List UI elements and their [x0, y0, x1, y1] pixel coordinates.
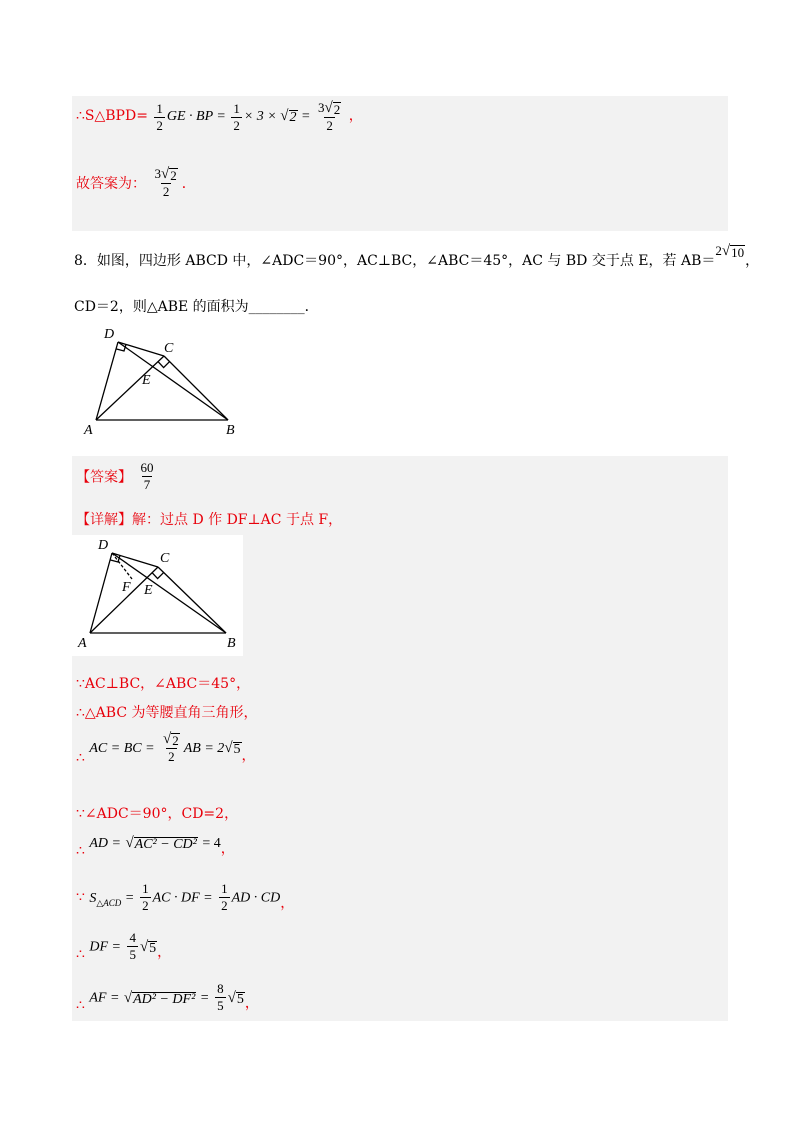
segment-ac: [96, 356, 164, 420]
answer-is-line: [76, 166, 196, 200]
question-text-2: CD＝2，则△ABE 的面积为________．: [74, 299, 319, 315]
therefore-symbol: ∴: [76, 843, 85, 859]
label-c: C: [160, 551, 170, 566]
step-3: [76, 731, 256, 766]
radicand: 2: [333, 102, 341, 117]
fraction-den: 7: [143, 477, 151, 492]
root-two-over-two: √ 2 2: [163, 731, 179, 764]
af-expression: AF =: [89, 990, 120, 1006]
question-8-line1: [74, 243, 760, 270]
fraction-den: 2: [156, 117, 163, 133]
fraction-num: 1: [221, 881, 228, 896]
step-7: [76, 930, 171, 963]
ad-expression: AD =: [89, 836, 121, 851]
step-6: [76, 881, 294, 914]
sqrt-five: √ 5: [227, 989, 244, 1007]
area-bpd-line: [76, 100, 363, 134]
fraction-den: 5: [217, 998, 224, 1013]
fraction-den: 2: [221, 898, 228, 913]
step-4-text: ∵∠ADC＝90°，CD=2，: [76, 806, 239, 822]
right-angle-mark-c: [158, 362, 170, 368]
equals-sign: =: [125, 890, 134, 906]
sqrt-ten: √ 10: [721, 243, 745, 260]
step-5: [76, 835, 235, 859]
sqrt-ac-cd: √ AC² − CD²: [125, 835, 197, 852]
radicand: 2: [170, 168, 177, 183]
fraction-den: 2: [162, 184, 170, 199]
segment-cb: [164, 356, 228, 420]
answer-label: 【答案】: [76, 469, 132, 486]
segment-df-dashed: [112, 553, 132, 579]
segment-ad: [90, 553, 112, 633]
equals-sign: =: [200, 990, 209, 1006]
fraction-den: 5: [129, 947, 136, 962]
step-8: [76, 981, 259, 1014]
label-f: F: [122, 580, 131, 595]
ac-bc-expression: AC = BC =: [89, 741, 155, 756]
sqrt-five: √ 5: [224, 740, 241, 757]
area-bpd-prefix: ∴S△BPD=: [76, 108, 148, 125]
label-b: B: [227, 636, 236, 651]
answer-fraction: 3 √ 2 2: [154, 166, 177, 199]
label-d: D: [104, 327, 115, 342]
fraction-num: 8: [217, 981, 224, 996]
fraction-den: 2: [326, 118, 333, 133]
fraction-half-2: [231, 101, 242, 134]
right-angle-mark-d: [111, 555, 121, 562]
fraction-four-fifths: [127, 930, 138, 963]
fraction-den: 2: [142, 898, 149, 913]
comma: ，: [244, 995, 259, 1012]
comma: ，: [348, 108, 363, 125]
segment-ad: [96, 342, 118, 420]
df-expression: DF =: [89, 939, 121, 955]
detail-label: 【详解】: [76, 512, 132, 528]
label-c: C: [164, 341, 174, 356]
label-d: D: [98, 538, 109, 553]
comma: ，: [157, 944, 172, 961]
quadrilateral-figure: [80, 320, 250, 440]
radicand: 5: [233, 742, 241, 757]
fraction-half-2: [219, 881, 230, 914]
step-1: [76, 673, 250, 693]
radicand: 5: [149, 940, 157, 956]
label-a: A: [78, 636, 87, 651]
label-e: E: [144, 583, 153, 598]
fraction-half-1: [140, 881, 151, 914]
ac-df-expression: AC · DF =: [152, 890, 213, 906]
area-subscript: △ACD: [96, 897, 122, 908]
sqrt-five: √ 5: [139, 938, 157, 956]
fraction-num: 1: [142, 881, 149, 896]
question-8-line2: [74, 296, 319, 316]
step-4: [76, 803, 238, 823]
radicand: 5: [236, 991, 244, 1007]
therefore-symbol: ∴: [76, 946, 85, 963]
radicand: AD² − DF²: [133, 991, 196, 1007]
label-e: E: [142, 373, 151, 388]
label-a: A: [84, 423, 93, 438]
period: ．: [181, 176, 196, 192]
equals-four: = 4: [202, 836, 221, 851]
sqrt-ad-df: √ AD² − DF²: [123, 989, 196, 1007]
fraction-den: 2: [168, 749, 175, 764]
solution-block-answer: [72, 456, 728, 1021]
step-1-text: ∵AC⊥BC，∠ABC＝45°，: [76, 676, 251, 692]
therefore-symbol: ∴: [76, 750, 85, 766]
comma: ，: [745, 253, 760, 269]
answer-value-fraction: [138, 460, 155, 493]
fraction-num: 3: [154, 166, 161, 181]
comma: ，: [280, 895, 295, 912]
fraction-eight-fifths: [215, 981, 226, 1014]
fraction-half-1: [154, 101, 165, 134]
sqrt-two: √ 2: [280, 108, 297, 126]
area-symbol: S: [89, 890, 97, 906]
segment-cb: [158, 567, 226, 633]
solution-block-top: [72, 96, 728, 231]
quadrilateral-figure-with-f: [72, 535, 243, 656]
equals-sign: =: [301, 109, 311, 125]
expression-times-three: × 3 ×: [243, 109, 277, 125]
area-acd: [89, 891, 121, 906]
comma: ，: [220, 841, 235, 857]
segment-ac: [90, 567, 158, 633]
coefficient: 2: [715, 243, 722, 258]
therefore-symbol: ∴: [76, 997, 85, 1014]
radicand: 2: [289, 110, 297, 126]
radicand: 2: [172, 733, 179, 748]
radicand: AC² − CD²: [134, 837, 197, 852]
ab-expression: AB = 2: [183, 741, 225, 756]
detail-line: [76, 509, 342, 529]
fraction-den: 2: [233, 117, 240, 133]
right-angle-mark-d: [117, 344, 127, 351]
fraction-num: 4: [129, 930, 136, 945]
comma: ，: [241, 748, 256, 764]
fraction-num: 3: [317, 100, 325, 115]
fraction-num: 1: [156, 100, 163, 116]
fraction-num: 1: [233, 100, 240, 116]
question-text: 8．如图，四边形 ABCD 中，∠ADC＝90°，AC⊥BC，∠ABC＝45°，AC 与 BD 交于点 E，若 AB＝: [74, 253, 716, 269]
step-2-text: ∴△ABC 为等腰直角三角形，: [76, 705, 258, 721]
because-symbol: ∵: [76, 889, 85, 906]
answer-is-label: 故答案为：: [76, 176, 146, 192]
detail-text: 解：过点 D 作 DF⊥AC 于点 F，: [132, 512, 343, 528]
radicand: 10: [731, 245, 745, 260]
right-angle-mark-c: [152, 573, 164, 579]
fraction-three-root-two: 3 √ 2 2: [317, 100, 341, 133]
fraction-num: 60: [140, 460, 154, 475]
expression-ge-bp: GE · BP =: [166, 109, 226, 125]
label-b: B: [226, 423, 235, 438]
answer-line: [76, 460, 157, 493]
ad-cd-expression: AD · CD: [231, 890, 281, 906]
step-2: [76, 702, 258, 722]
